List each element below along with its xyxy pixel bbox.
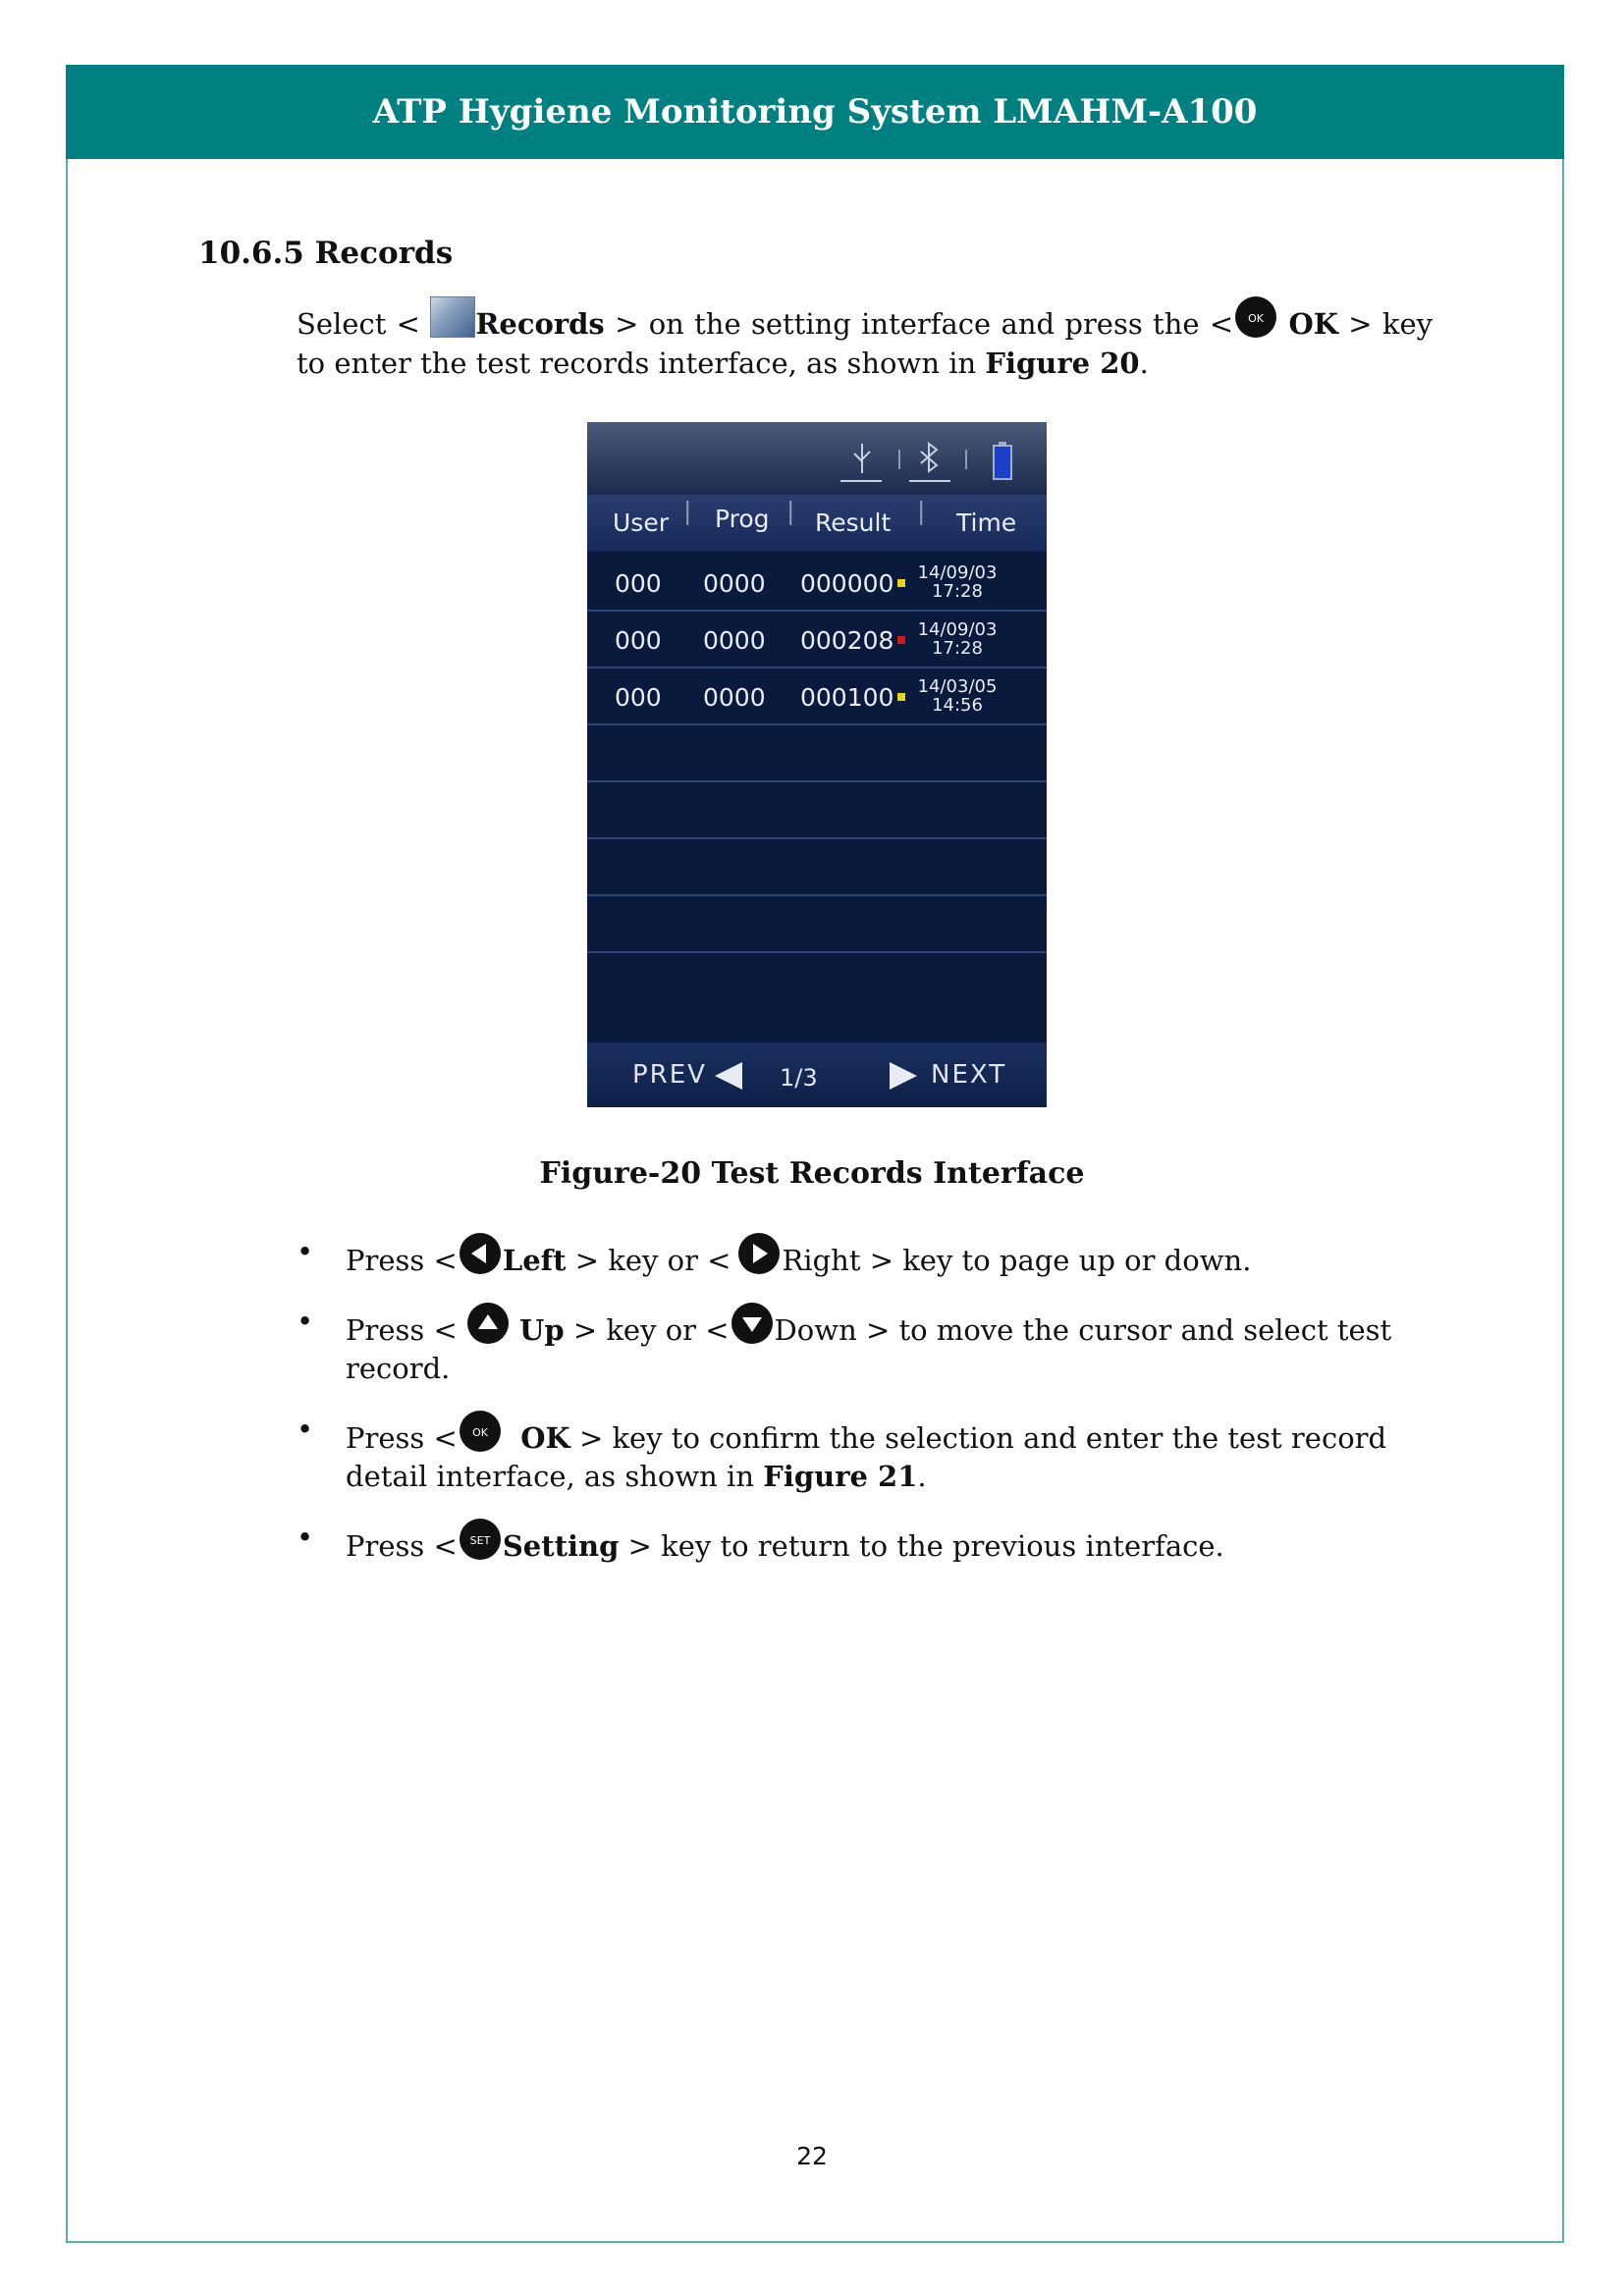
table-row[interactable] (587, 724, 1047, 782)
next-arrow-icon[interactable] (888, 1060, 919, 1092)
svg-text:SET: SET (469, 1534, 491, 1547)
page-indicator: 1/3 (780, 1064, 818, 1092)
cell-time: 14/09/03 17:28 (917, 562, 998, 602)
prev-arrow-icon[interactable] (713, 1060, 744, 1092)
cell-result: 000000 (800, 569, 894, 598)
left-key-icon (460, 1233, 501, 1274)
cell-prog: 0000 (703, 626, 766, 655)
ok-label: OK (1288, 307, 1338, 341)
right-key-icon (738, 1233, 780, 1274)
page-header (66, 65, 1564, 159)
records-screen (587, 422, 1047, 1107)
section-title: 10.6.5 Records (198, 236, 454, 271)
col-result: Result (815, 508, 892, 537)
svg-text:OK: OK (1248, 312, 1265, 325)
bluetooth-icon (909, 444, 950, 481)
page-number: 22 (796, 2142, 828, 2170)
result-marker (897, 636, 905, 644)
column-header: User | Prog | Result | Time (587, 495, 1047, 552)
figure-20-ref: Figure 20 (985, 347, 1140, 380)
table-row[interactable] (587, 895, 1047, 953)
col-user: User (613, 508, 669, 537)
col-prog: Prog (715, 505, 770, 533)
ok-key-icon (460, 1411, 501, 1452)
cell-user: 000 (615, 569, 662, 598)
down-key-icon (731, 1303, 773, 1344)
cell-result: 000208 (800, 626, 894, 655)
status-bar (587, 422, 1047, 495)
next-label[interactable]: NEXT (931, 1060, 1007, 1090)
records-icon (430, 296, 475, 338)
intro-text-1: Select < (297, 307, 420, 341)
cell-prog: 0000 (703, 569, 766, 598)
status-icons (587, 422, 1047, 495)
list-item: • Press < SET Setting > key to return to the previous interface. (297, 1519, 1435, 1566)
prev-label[interactable]: PREV (632, 1060, 707, 1090)
table-row[interactable] (587, 838, 1047, 896)
cell-time: 14/03/05 14:56 (917, 676, 998, 716)
intro-text-3: > key to enter the test records interface, as shown in (297, 307, 1434, 380)
page-frame (66, 65, 1564, 2243)
table-row[interactable] (587, 781, 1047, 839)
svg-text:OK: OK (471, 1426, 488, 1439)
ok-key-icon (1235, 296, 1276, 338)
cell-prog: 0000 (703, 683, 766, 712)
records-label: Records (475, 307, 605, 341)
list-item: • Press < OK OK > key to confirm the selection and enter the test record detail interface, as shown in Figure 21. (297, 1411, 1435, 1496)
list-item: • Press < Up > key or < Down > to move the cursor and select test record. (297, 1303, 1435, 1388)
cell-result: 000100 (800, 683, 894, 712)
pager (587, 1042, 1047, 1107)
battery-icon (994, 442, 1011, 479)
set-key-icon (460, 1519, 501, 1560)
intro-text-2: > on the setting interface and press the < (615, 307, 1234, 341)
cell-time: 14/09/03 17:28 (917, 619, 998, 659)
list-item: • Press < Left > key or < Right > key to page up or down. (297, 1233, 1435, 1280)
figure-caption: Figure-20 Test Records Interface (539, 1156, 1085, 1191)
intro-paragraph: Select < Records > on the setting interface and press the < OK OK > key to enter the test records interface, as shown in Figure 20. (297, 296, 1433, 383)
cell-user: 000 (615, 683, 662, 712)
col-time: Time (956, 508, 1017, 537)
result-marker (897, 579, 905, 587)
table-row[interactable] (587, 667, 1047, 725)
up-key-icon (467, 1303, 509, 1344)
instruction-list (297, 1233, 1435, 1588)
cell-user: 000 (615, 626, 662, 655)
table-row[interactable] (587, 611, 1047, 668)
table-row[interactable] (587, 554, 1047, 612)
result-marker (897, 693, 905, 701)
header-title: ATP Hygiene Monitoring System LMAHM-A100 (372, 92, 1258, 132)
usb-icon (840, 444, 882, 481)
